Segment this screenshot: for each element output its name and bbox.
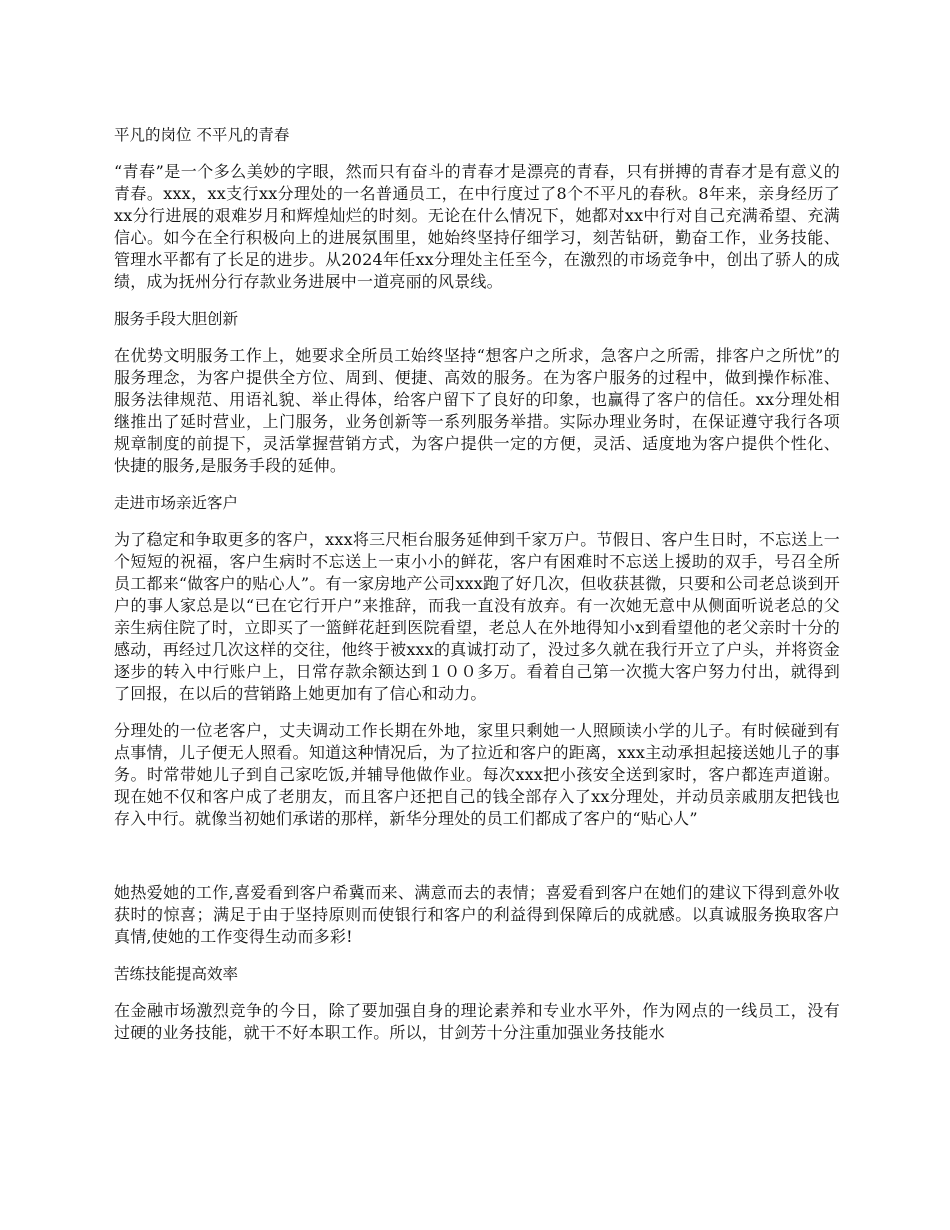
document-page — [114, 124, 840, 1059]
skills-efficiency-paragraph: 在金融市场激烈竞争的今日，除了要加强自身的理论素养和专业水平外，作为网点的一线员工，没有过硬的业务技能，就干不好本职工作。所以，甘剑芳十分注重加强业务技能水 — [114, 1001, 840, 1042]
market-customers-paragraph-3: 她热爱她的工作,喜爱看到客户希冀而来、满意而去的表情；喜爱看到客户在她们的建议下得到意外收获时的惊喜；满足于由于坚持原则而使银行和客户的利益得到保障后的成就感。以真诚服务换取客户真情,使她的工作变得生动而多彩! — [114, 883, 840, 946]
service-innovation-paragraph: 在优势文明服务工作上，她要求全所员工始终坚持“想客户之所求，急客户之所需，排客户之所忧”的服务理念，为客户提供全方位、周到、便捷、高效的服务。在为客户服务的过程中，做到操作标准、服务法律规范、用语礼貌、举止得体，给客户留下了良好的印象，也赢得了客户的信任。xx分理处相继推出了延时营业，上门服务，业务创新等一系列服务举措。实际办理业务时，在保证遵守我行各项规章制度的前提下，灵活掌握营销方式，为客户提供一定的方便，灵活、适度地为客户提供个性化、快捷的服务,是服务手段的延伸。 — [114, 346, 840, 475]
section-heading-market-customers: 走进市场亲近客户 — [114, 494, 239, 512]
market-customers-paragraph-2: 分理处的一位老客户，丈夫调动工作长期在外地，家里只剩她一人照顾读小学的儿子。有时候碰到有点事情，儿子便无人照看。知道这种情况后，为了拉近和客户的距离，xxx主动承担起接送她儿子的事务。时常带她儿子到自己家吃饭,并辅导他做作业。每次xxx把小孩安全送到家时，客户都连声道谢。现在她不仅和客户成了老朋友，而且客户还把自己的钱全部存入了xx分理处，并动员亲戚朋友把钱也存入中行。就像当初她们承诺的那样，新华分理处的员工们都成了客户的“贴心人” — [114, 721, 840, 828]
market-customers-paragraph-1: 为了稳定和争取更多的客户，xxx将三尺柜台服务延伸到千家万户。节假日、客户生日时，不忘送上一个短短的祝福，客户生病时不忘送上一束小小的鲜花，客户有困难时不忘送上援助的双手，号召全所员工都来“做客户的贴心人”。有一家房地产公司xxx跑了好几次，但收获甚微，只要和公司老总谈到开户的事人家总是以“已在它行开户”来推辞，而我一直没有放弃。有一次她无意中从侧面听说老总的父亲生病住院了时，立即买了一篮鲜花赶到医院看望，老总人在外地得知小x到看望他的老父亲时十分的感动，再经过几次这样的交往，他终于被xxx的真诚打动了，没过多久就在我行开立了户头，并将资金逐步的转入中行账户上，日常存款余额达到１００多万。看着自己第一次揽大客户努力付出，就得到了回报，在以后的营销路上她更加有了信心和动力。 — [114, 530, 840, 703]
document-title: 平凡的岗位 不平凡的青春 — [114, 126, 290, 144]
intro-paragraph: “青春”是一个多么美妙的字眼，然而只有奋斗的青春才是漂亮的青春，只有拼搏的青春才是有意义的青春。xxx，xx支行xx分理处的一名普通员工，在中行度过了8个不平凡的春秋。8年来，亲身经历了xx分行进展的艰难岁月和辉煌灿烂的时刻。无论在什么情况下，她都对xx中行对自己充满希望、充满信心。如今在全行积极向上的进展氛围里，她始终坚持仔细学习，刻苦钻研，勤奋工作，业务技能、管理水平都有了长足的进步。从2024年任xx分理处主任至今，在激烈的市场竞争中，创出了骄人的成绩，成为抚州分行存款业务进展中一道亮丽的风景线。 — [114, 162, 840, 291]
section-heading-service-innovation: 服务手段大胆创新 — [114, 310, 239, 328]
blank-line — [114, 845, 840, 882]
section-heading-skills-efficiency: 苦练技能提高效率 — [114, 965, 239, 983]
